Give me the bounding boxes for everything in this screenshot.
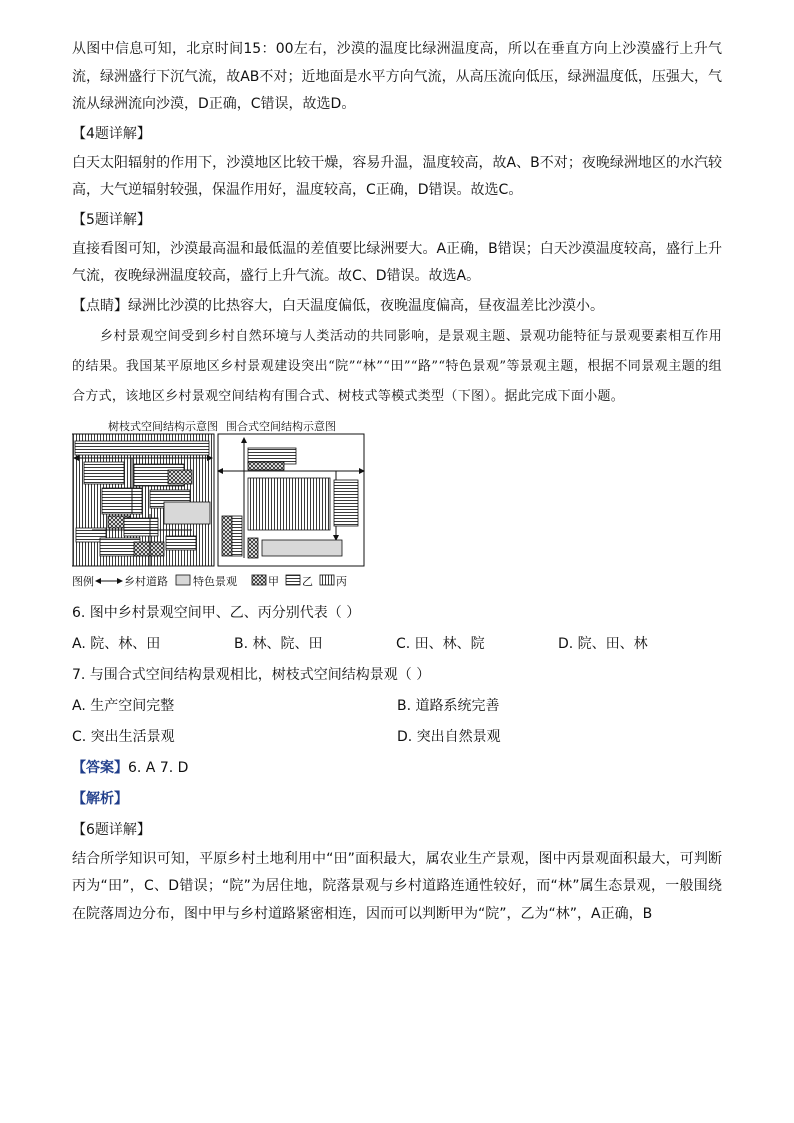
right-jia-left [222,516,232,556]
right-bing-block [248,478,330,530]
legend-prefix: 图例 [72,574,94,588]
right-yi-left [232,516,242,556]
legend-bing-symbol [320,575,334,585]
left-block [124,518,158,536]
answer-text: 6. A 7. D [128,759,189,776]
figure-landscape-structure [72,418,722,594]
q7-option-d[interactable]: D. 突出自然景观 [397,728,501,745]
q6-stem: 6. 图中乡村景观空间甲、乙、丙分别代表（ ） [72,604,361,621]
legend-yi-label: 乙 [302,574,313,588]
q6-options [72,629,722,660]
legend-bing-label: 丙 [336,574,347,588]
legend-jia-label: 甲 [268,574,279,588]
right-jia-top [248,462,284,470]
q7-stem: 7. 与围合式空间结构景观相比，树枝式空间结构景观（ ） [72,666,431,683]
q7-option-c[interactable]: C. 突出生活景观 [72,728,175,745]
right-yi-block [334,480,358,526]
tip-paragraph [72,291,722,322]
q6-option-d[interactable]: D. 院、田、林 [558,635,648,652]
tip-heading: 【点睛】 [72,297,128,314]
reading-passage: 乡村景观空间受到乡村自然环境与人类活动的共同影响，是景观主题、景观功能特征与景观要素相互作用的结果。我国某平原地区乡村景观建设突出“院”“林”“田”“路”“特色景观”等景观主题，根据不同景观主题的组合方式，该地区乡村景观空间结构有围合式、树枝式等模式类型（下图）。据此完成下面小题。 [72,328,722,404]
tip-text: 绿洲比沙漠的比热容大，白天温度偏低，夜晚温度偏高，昼夜温差比沙漠小。 [128,297,604,314]
q7-options-row2 [72,722,722,753]
left-jia-block [134,542,164,556]
right-jia-bottom [248,538,258,558]
legend-feature-symbol [176,575,190,585]
legend-yi-symbol [286,575,300,585]
left-block [84,462,124,484]
q5-analysis-text: 直接看图可知，沙漠最高温和最低温的差值要比绿洲要大。A正确，B错误；白天沙漠温度较高，盛行上升气流，夜晚绿洲温度较高，盛行上升气流。故C、D错误。故选A。 [72,240,722,284]
left-jia-block [168,470,192,484]
q4-analysis-text: 白天太阳辐射的作用下，沙漠地区比较干燥，容易升温，温度较高，故A、B不对；夜晚绿洲地区的水汽较高，大气逆辐射较强，保温作用好，温度较高，C正确，D错误。故选C。 [72,154,722,198]
legend-jia-symbol [252,575,266,585]
answer-line [72,753,722,784]
analysis-q3-text: 从图中信息可知，北京时间15：00左右，沙漠的温度比绿洲温度高，所以在垂直方向上沙漠盛行上升气流，绿洲盛行下沉气流，故AB不对；近地面是水平方向气流，从高压流向低压，绿洲温度低，压强大，气流从绿洲流向沙漠，D正确，C错误，故选D。 [72,41,722,112]
legend-road-label: 乡村道路 [124,574,168,588]
q6-option-a[interactable]: A. 院、林、田 [72,635,161,652]
analysis-label: 【解析】 [72,790,128,807]
figure-title-left: 树枝式空间结构示意图 [108,419,218,433]
left-block [166,536,196,550]
left-feature-landscape [164,502,210,524]
legend-feature-label: 特色景观 [193,574,237,588]
q4-heading: 【4题详解】 [72,125,151,142]
q6-heading: 【6题详解】 [72,821,151,838]
q7-option-a[interactable]: A. 生产空间完整 [72,697,175,714]
q5-heading: 【5题详解】 [72,211,151,228]
answer-label: 【答案】 [72,759,128,776]
document-page [72,36,722,928]
q6-analysis-text: 结合所学知识可知，平原乡村土地利用中“田”面积最大，属农业生产景观，图中丙景观面积最大，可判断丙为“田”，C、D错误；“院”为居住地，院落景观与乡村道路连通性较好，而“林”属生态景观，一般围绕在院落周边分布，图中甲与乡村道路紧密相连，因而可以判断甲为“院”，乙为“林”，A正确，B [72,850,722,922]
right-feature-landscape [262,540,342,556]
q7-option-b[interactable]: B. 道路系统完善 [397,697,500,714]
figure-diagram [72,418,372,594]
left-block [102,488,142,514]
q7-options-row1 [72,691,722,722]
q6-option-c[interactable]: C. 田、林、院 [396,635,485,652]
left-field-band [75,441,209,455]
figure-title-right: 围合式空间结构示意图 [226,419,336,433]
q6-option-b[interactable]: B. 林、院、田 [234,635,323,652]
